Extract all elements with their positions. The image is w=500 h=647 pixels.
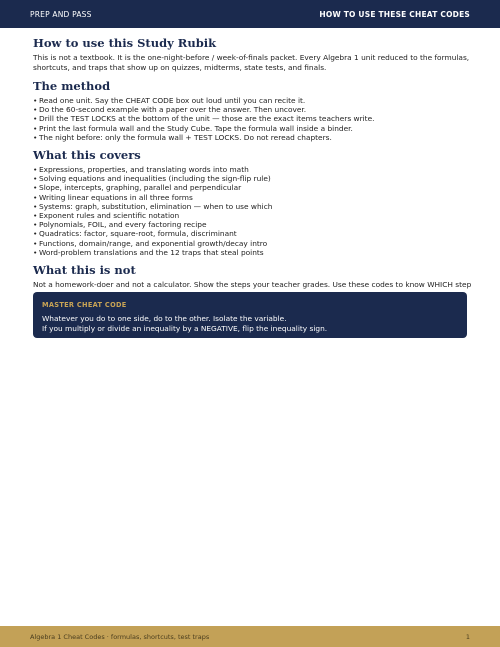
- list-item: • Quadratics: factor, square-root, formula, discriminant: [33, 229, 237, 239]
- intro-paragraph: This is not a textbook. It is the one-night-before / week-of-finals packet. Every Algebra 1 unit reduced to the formulas, shortcuts, and traps that show up on quizzes, midterms, state tests, and finals.: [33, 53, 470, 72]
- covers-heading: What this covers: [33, 148, 141, 163]
- top-header-bar: [0, 0, 500, 28]
- header-brand: PREP AND PASS: [30, 9, 92, 19]
- list-item: • Slope, intercepts, graphing, parallel and perpendicular: [33, 183, 242, 193]
- list-item: • Print the last formula wall and the Study Cube. Tape the formula wall inside a binder.: [33, 123, 353, 133]
- intro-heading: How to use this Study Rubik: [33, 36, 217, 50]
- list-item: • Exponent rules and scientific notation: [33, 211, 180, 221]
- covers-list: [33, 165, 473, 257]
- list-item: • Drill the TEST LOCKS at the bottom of the unit — those are the exact items teachers write.: [33, 114, 375, 124]
- list-item: • Writing linear equations in all three forms: [33, 192, 193, 202]
- callout-label: MASTER CHEAT CODE: [42, 301, 127, 309]
- list-item: • Word-problem translations and the 12 traps that steal points: [33, 247, 264, 257]
- main-content: [33, 36, 473, 300]
- callout-line-1: Whatever you do to one side, do to the other. Isolate the variable.: [42, 314, 287, 323]
- list-item: • Do the 60-second example with a paper over the answer. Then uncover.: [33, 105, 307, 115]
- method-list: [33, 96, 473, 142]
- list-item: • Solving equations and inequalities (including the sign-flip rule): [33, 174, 271, 184]
- method-heading: The method: [33, 79, 111, 93]
- footer-caption: Algebra 1 Cheat Codes · formulas, shortcuts, test traps: [30, 632, 210, 641]
- list-item: • Functions, domain/range, and exponential growth/decay intro: [33, 238, 268, 248]
- list-item: • Polynomials, FOIL, and every factoring recipe: [33, 220, 207, 230]
- master-cheat-code-callout: [33, 292, 467, 338]
- not-paragraph: Not a homework-doer and not a calculator. Show the steps your teacher grades. Use these codes to know WHICH step: [33, 280, 472, 290]
- list-item: • Read one unit. Say the CHEAT CODE box out loud until you can recite it.: [33, 96, 306, 105]
- header-section-title: HOW TO USE THESE CHEAT CODES: [319, 9, 470, 19]
- section-intro: [33, 36, 473, 73]
- section-covers: [33, 148, 473, 257]
- list-item: • Systems: graph, substitution, elimination — when to use which: [33, 201, 273, 211]
- list-item: • Expressions, properties, and translating words into math: [33, 165, 249, 175]
- page-number: 1: [465, 632, 470, 641]
- list-item: • The night before: only the formula wall + TEST LOCKS. Do not reread chapters.: [33, 132, 332, 142]
- callout-line-2: If you multiply or divide an inequality by a NEGATIVE, flip the inequality sign.: [42, 324, 328, 333]
- footer-bar: [0, 626, 500, 647]
- section-method: [33, 79, 473, 142]
- not-heading: What this is not: [33, 263, 136, 278]
